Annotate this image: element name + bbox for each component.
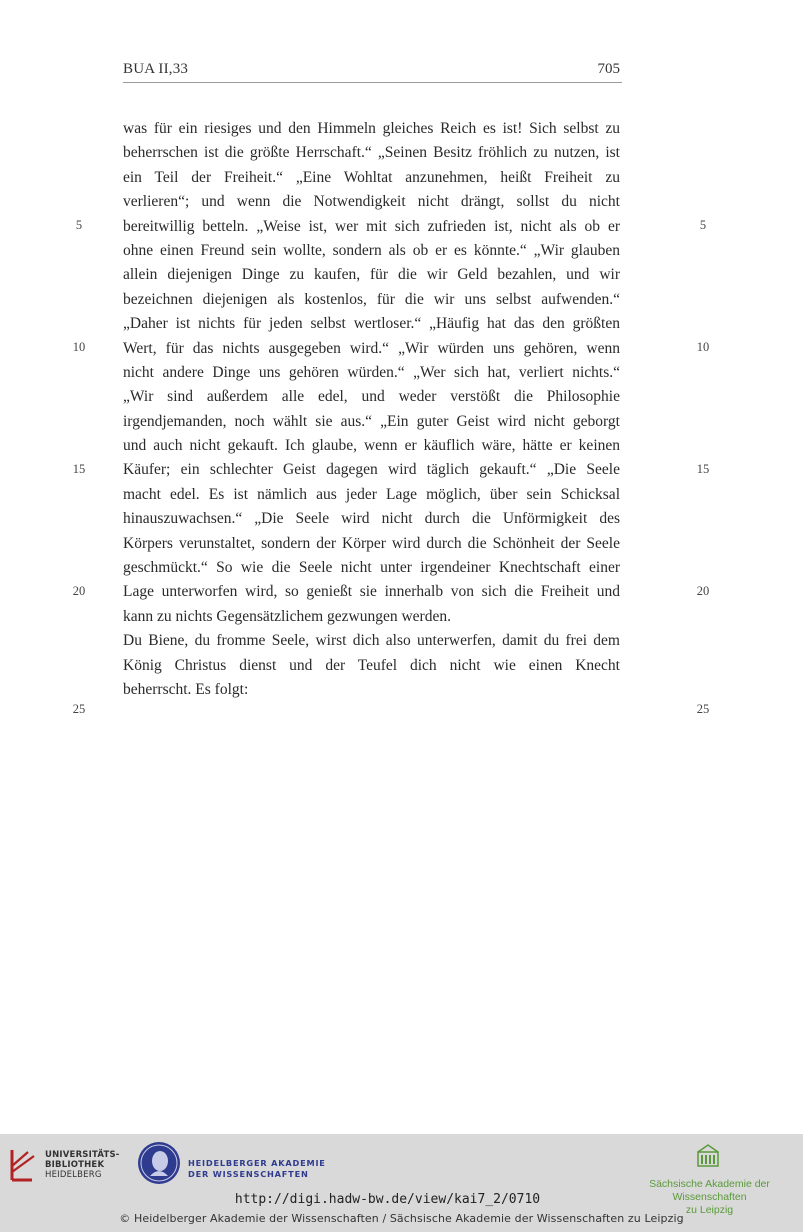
- text-line: Lage unterworfen wird, so genießt sie innerhalb von sich die Freiheit und: [123, 583, 620, 601]
- university-library-logo[interactable]: [8, 1144, 120, 1184]
- text-line: Du Biene, du fromme Seele, wirst dich also unterwerfen, damit du frei dem: [123, 632, 620, 650]
- ub-logo-text: UNIVERSITÄTS- BIBLIOTHEK HEIDELBERG: [45, 1150, 120, 1180]
- text-line: was für ein riesiges und den Himmeln gleiches Reich es ist! Sich selbst zu: [123, 120, 620, 137]
- hadw-logo-text: HEIDELBERGER AKADEMIE DER WISSENSCHAFTEN: [188, 1158, 326, 1179]
- line-number-right-10: 10: [696, 340, 710, 354]
- body-text: [123, 117, 620, 702]
- line-number-right-5: 5: [699, 218, 707, 232]
- text-line: hinauszuwachsen.“ „Die Seele wird nicht durch die Unförmigkeit des: [123, 510, 620, 528]
- text-line: nicht andere Dinge uns gehören würden.“ „Wer sich hat, verliert nichts.“: [123, 363, 620, 381]
- line-number-left-20: 20: [72, 584, 86, 598]
- text-line: Käufer; ein schlechter Geist dagegen wird täglich gekauft.“ „Die Seele: [123, 461, 620, 479]
- line-number-left-10: 10: [72, 340, 86, 354]
- hadw-seal-icon: [138, 1142, 180, 1184]
- page-number: 705: [597, 61, 620, 77]
- running-head-title: BUA II,33: [123, 61, 189, 77]
- running-head: [123, 60, 622, 83]
- text-line: ohne einen Freund sein wollte, sondern als ob er es könnte.“ „Wir glauben: [123, 241, 620, 259]
- viewer-footer: [0, 1134, 803, 1232]
- line-number-left-5: 5: [75, 218, 83, 232]
- text-line: verlieren“; und wenn die Notwendigkeit nicht drängt, sollst du nicht: [123, 193, 620, 211]
- text-line: „Wir sind außerdem alle edel, und weder verstößt die Philosophie: [123, 388, 620, 406]
- saw-building-icon: [697, 1144, 719, 1168]
- text-line: kann zu nichts Gegensätzlichem gezwungen werden.: [123, 607, 451, 625]
- text-line: macht edel. Es ist nämlich aus jeder Lage möglich, über sein Schicksal: [123, 485, 620, 503]
- saw-logo-text: Sächsische Akademie der Wissenschaften zu Leipzig: [649, 1178, 770, 1216]
- text-line: und auch nicht gekauft. Ich glaube, wenn er käuflich wäre, hätte er keinen: [123, 437, 620, 455]
- line-number-right-25: 25: [696, 702, 710, 716]
- text-line: „Daher ist nichts für jeden selbst wertloser.“ „Häufig hat das den größten: [123, 315, 620, 333]
- text-line: bereitwillig betteln. „Weise ist, wer mit sich zufrieden ist, nicht als ob er: [123, 217, 620, 235]
- copyright-notice: © Heidelberger Akademie der Wissenschaften / Sächsische Akademie der Wissenschaften zu Leipzig: [119, 1212, 684, 1225]
- text-line: Wert, für das nichts ausgegeben wird.“ „Wir würden uns gehören, wenn: [123, 339, 620, 357]
- text-line: Körpers verunstaltet, sondern der Körper wird durch die Schönheit der Seele: [123, 534, 620, 552]
- text-line: beherrschen ist die größte Herrschaft.“ „Seinen Besitz fröhlich zu nutzen, ist: [123, 144, 620, 162]
- line-number-right-15: 15: [696, 462, 710, 476]
- line-number-left-15: 15: [72, 462, 86, 476]
- hadw-logo[interactable]: [138, 1142, 338, 1190]
- line-number-left-25: 25: [72, 702, 86, 716]
- permalink-url[interactable]: http://digi.hadw-bw.de/view/kai7_2/0710: [234, 1192, 541, 1207]
- text-line: allein diejenigen Dinge zu kaufen, für die wir Geld bezahlen, und wir: [123, 266, 620, 284]
- text-line: König Christus dienst und der Teufel dich nicht wie einen Knecht: [123, 656, 620, 674]
- text-line: bezeichnen diejenigen als kostenlos, für die wir uns selbst aufwenden.“: [123, 290, 620, 308]
- text-line: irgendjemanden, noch wählt sie aus.“ „Ein guter Geist wird nicht geborgt: [123, 412, 620, 430]
- text-line: beherrscht. Es folgt:: [123, 680, 249, 698]
- text-line: ein Teil der Freiheit.“ „Eine Wohltat anzunehmen, heißt Freiheit zu: [123, 168, 620, 186]
- line-number-right-20: 20: [696, 584, 710, 598]
- text-line: geschmückt.“ So wie die Seele nicht unter irgendeiner Knechtschaft einer: [123, 559, 620, 577]
- ub-logo-mark-icon: [8, 1146, 38, 1184]
